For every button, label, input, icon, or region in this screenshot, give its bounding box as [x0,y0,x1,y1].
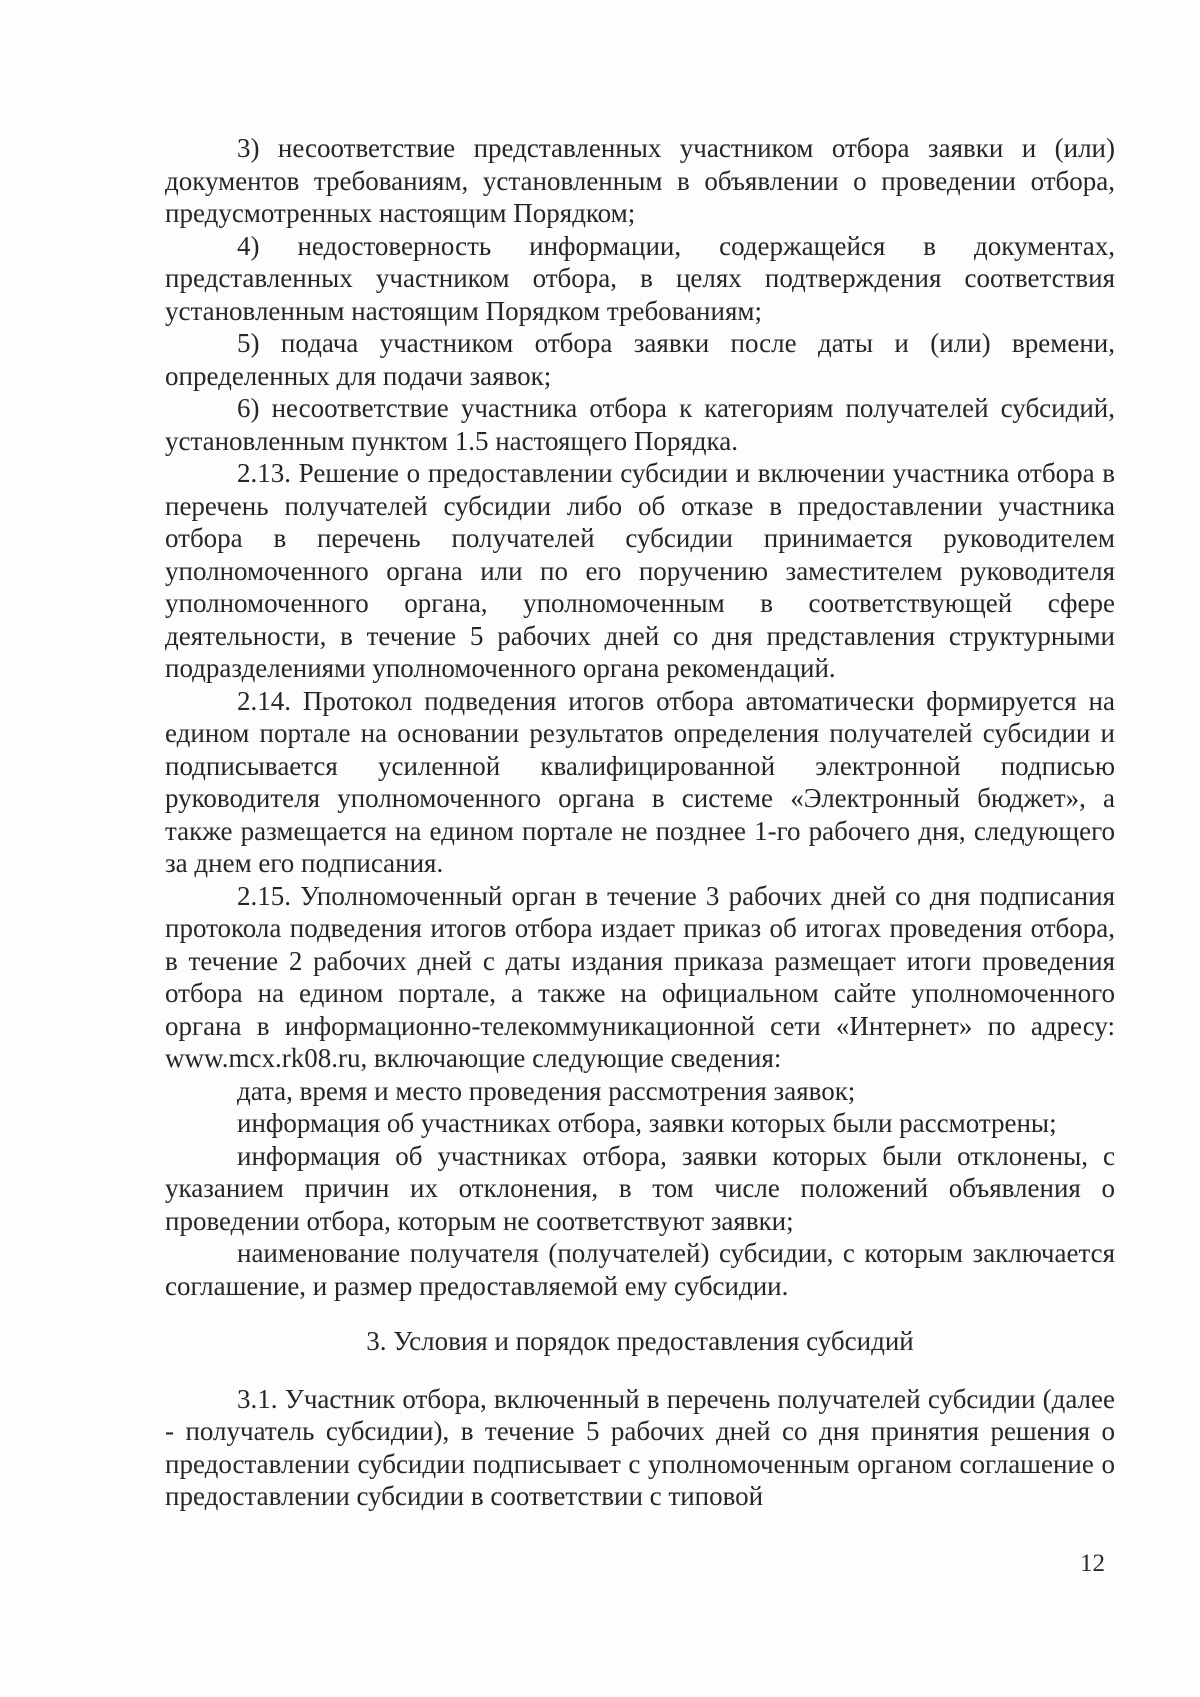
section-heading: 3. Условия и порядок предоставления субсидий [366,1326,914,1356]
paragraph-3-1: 3.1. Участник отбора, включенный в перечень получателей субсидии (далее - получатель субсидии), в течение 5 рабочих дней со дня принятия решения о предоставлении субсидии подписывает с уполномоченным органом соглашение о предоставлении субсидии в соответствии с типовой [165,1383,1115,1511]
page-number: 12 [1080,1550,1105,1577]
list-item-rejected-participants: информация об участниках отбора, заявки которых были отклонены, с указанием причин их отклонения, в том числе положений объявления о проведении отбора, которым не соответствуют заявки; [165,1140,1115,1236]
list-item-recipient-name: наименование получателя (получателей) субсидии, с которым заключается соглашение, и размер предоставляемой ему субсидии. [165,1238,1115,1301]
paragraph-2-13: 2.13. Решение о предоставлении субсидии и включении участника отбора в перечень получателей субсидии либо об отказе в предоставлении участника отбора в перечень получателей субсидии принимается руководителем уполномоченного органа или по его поручению заместителем руководителя уполномоченного органа, уполномоченным в соответствующей сфере деятельности, в течение 5 рабочих дней со дня представления структурными подразделениями уполномоченного органа рекомендаций. [165,458,1115,683]
paragraph-item-5: 5) подача участником отбора заявки после даты и (или) времени, определенных для подачи заявок; [165,328,1115,391]
document-body [165,132,1115,1513]
list-item-considered-participants: информация об участниках отбора, заявки которых были рассмотрены; [237,1108,1057,1138]
paragraph-2-14: 2.14. Протокол подведения итогов отбора автоматически формируется на едином портале на основании результатов определения получателей субсидии и подписывается усиленной квалифицированной электронной подписью руководителя уполномоченного органа в системе «Электронный бюджет», а также размещается на едином портале не позднее 1-го рабочего дня, следующего за днем его подписания. [165,685,1115,878]
paragraph-2-15: 2.15. Уполномоченный орган в течение 3 рабочих дней со дня подписания протокола подведения итогов отбора издает приказ об итогах проведения отбора, в течение 2 рабочих дней с даты издания приказа размещает итоги проведения отбора на едином портале, а также на официальном сайте уполномоченного органа в информационно-телекоммуникационной сети «Интернет» по адресу: www.mcx.rk08.ru, включающие следующие сведения: [165,880,1115,1073]
paragraph-item-3: 3) несоответствие представленных участником отбора заявки и (или) документов требованиям, установленным в объявлении о проведении отбора, предусмотренных настоящим Порядком; [165,133,1115,228]
list-item-date-time-place: дата, время и место проведения рассмотрения заявок; [237,1075,856,1106]
paragraph-item-4: 4) недостоверность информации, содержащейся в документах, представленных участником отбора, в целях подтверждения соответствия установленным настоящим Порядком требованиям; [165,230,1115,326]
paragraph-item-6: 6) несоответствие участника отбора к категориям получателей субсидий, установленным пунктом 1.5 настоящего Порядка. [165,393,1115,456]
